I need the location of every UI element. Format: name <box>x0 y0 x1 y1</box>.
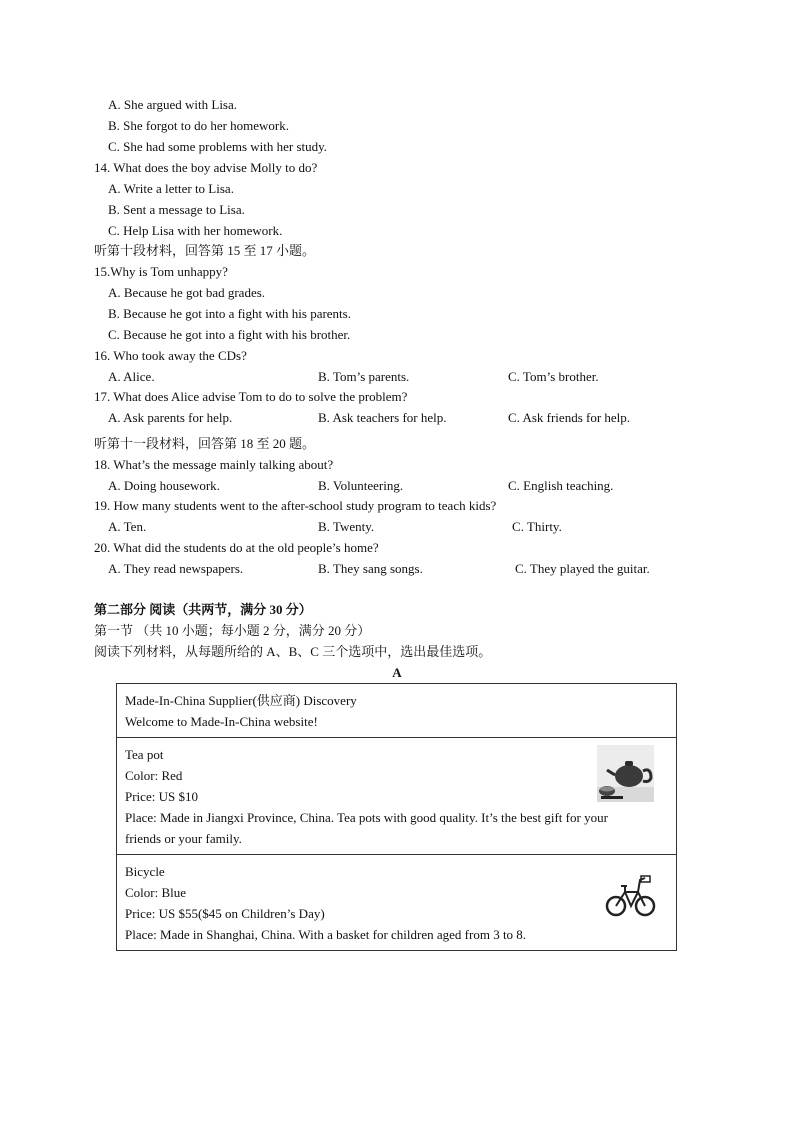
bicycle-row <box>117 855 676 950</box>
teapot-place-line-2: friends or your family. <box>125 831 242 846</box>
q15-question: 15.Why is Tom unhappy? <box>94 264 228 279</box>
q15-option-b: B. Because he got into a fight with his parents. <box>108 306 351 321</box>
bicycle-color: Color: Blue <box>125 885 187 900</box>
q18-option-a: A. Doing housework. <box>108 478 220 493</box>
reading-part-title: 第二部分 阅读（共两节，满分 30 分） <box>94 602 312 617</box>
teapot-place-line-1: Place: Made in Jiangxi Province, China. Tea pots with good quality. It’s the best gift for your <box>125 810 608 825</box>
q19-question: 19. How many students went to the after-school study program to teach kids? <box>94 498 497 513</box>
q20-option-b: B. They sang songs. <box>318 561 423 576</box>
q19-option-b: B. Twenty. <box>318 519 375 534</box>
q17-option-b: B. Ask teachers for help. <box>318 410 447 425</box>
q18-option-b: B. Volunteering. <box>318 478 404 493</box>
q19-option-a: A. Ten. <box>108 519 147 534</box>
teapot-color: Color: Red <box>125 768 183 783</box>
teapot-row <box>117 738 676 855</box>
teapot-icon <box>597 745 654 802</box>
q16-question: 16. Who took away the CDs? <box>94 348 247 363</box>
q17-option-a: A. Ask parents for help. <box>108 410 233 425</box>
section-10-instruction: 听第十段材料，回答第 15 至 17 小题。 <box>94 243 316 258</box>
q16-option-a: A. Alice. <box>108 369 155 384</box>
table-header-row <box>117 684 676 738</box>
q18-option-c: C. English teaching. <box>508 478 614 493</box>
q15-option-a: A. Because he got bad grades. <box>108 285 266 300</box>
q17-option-c: C. Ask friends for help. <box>508 410 631 425</box>
q16-option-c: C. Tom’s brother. <box>508 369 599 384</box>
q13-option-b: B. She forgot to do her homework. <box>108 118 290 133</box>
reading-instruction: 阅读下列材料，从每题所给的 A、B、C 三个选项中，选出最佳选项。 <box>94 644 492 659</box>
table-header-line-2: Welcome to Made-In-China website! <box>125 714 318 729</box>
supplier-table <box>116 683 677 951</box>
q16-option-b: B. Tom’s parents. <box>318 369 410 384</box>
q14-option-a: A. Write a letter to Lisa. <box>108 181 234 196</box>
teapot-name: Tea pot <box>125 747 164 762</box>
bicycle-icon <box>605 870 656 920</box>
q20-question: 20. What did the students do at the old people’s home? <box>94 540 379 555</box>
q18-question: 18. What’s the message mainly talking about? <box>94 457 334 472</box>
q19-option-c: C. Thirty. <box>512 519 562 534</box>
section-11-instruction: 听第十一段材料，回答第 18 至 20 题。 <box>94 436 316 451</box>
q20-option-c: C. They played the guitar. <box>515 561 650 576</box>
passage-label: A <box>392 665 402 680</box>
q13-option-c: C. She had some problems with her study. <box>108 139 328 154</box>
q20-option-a: A. They read newspapers. <box>108 561 244 576</box>
table-header-line-1: Made-In-China Supplier(供应商) Discovery <box>125 693 357 708</box>
bicycle-place: Place: Made in Shanghai, China. With a basket for children aged from 3 to 8. <box>125 927 527 942</box>
q15-option-c: C. Because he got into a fight with his brother. <box>108 327 351 342</box>
q14-question: 14. What does the boy advise Molly to do? <box>94 160 318 175</box>
reading-section-title: 第一节 （共 10 小题；每小题 2 分，满分 20 分） <box>94 623 371 638</box>
q17-question: 17. What does Alice advise Tom to do to solve the problem? <box>94 389 408 404</box>
q14-option-b: B. Sent a message to Lisa. <box>108 202 245 217</box>
q14-option-c: C. Help Lisa with her homework. <box>108 223 283 238</box>
bicycle-price: Price: US $55($45 on Children’s Day) <box>125 906 325 921</box>
teapot-price: Price: US $10 <box>125 789 198 804</box>
q13-option-a: A. She argued with Lisa. <box>108 97 238 112</box>
bicycle-name: Bicycle <box>125 864 165 879</box>
